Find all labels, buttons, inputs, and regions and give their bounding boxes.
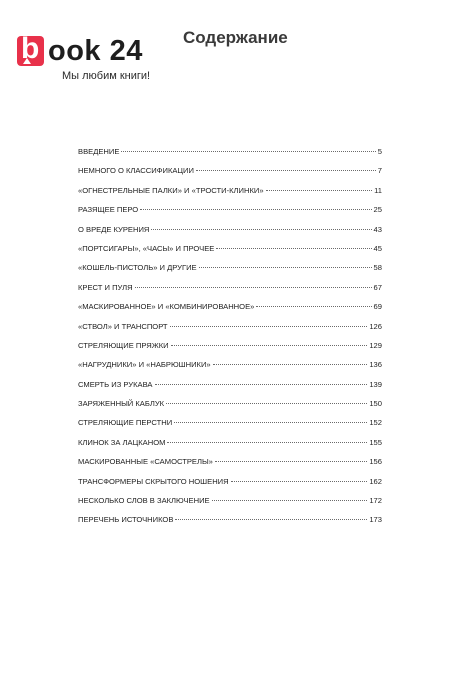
toc-dot-leader: [140, 209, 371, 210]
toc-entry: [78, 302, 382, 321]
toc-entry-title: НЕМНОГО О КЛАССИФИКАЦИИ: [78, 166, 194, 176]
toc-entry-page: 58: [373, 263, 382, 273]
toc-dot-leader: [266, 190, 373, 191]
toc-entry: [78, 322, 382, 341]
toc-dot-leader: [199, 267, 372, 268]
toc-entry: [78, 399, 382, 418]
toc-entry-title: «КОШЕЛЬ-ПИСТОЛЬ» И ДРУГИЕ: [78, 263, 197, 273]
toc-dot-leader: [135, 287, 372, 288]
toc-entry-title: СТРЕЛЯЮЩИЕ ПРЯЖКИ: [78, 340, 169, 350]
toc-entry-title: КРЕСТ И ПУЛЯ: [78, 282, 133, 292]
toc-entry-title: «НАГРУДНИКИ» И «НАБРЮШНИКИ»: [78, 360, 211, 370]
toc-entry: [78, 225, 382, 244]
toc-entry-title: «ОГНЕСТРЕЛЬНЫЕ ПАЛКИ» И «ТРОСТИ-КЛИНКИ»: [78, 185, 264, 195]
toc-entry-title: ЗАРЯЖЕННЫЙ КАБЛУК: [78, 399, 165, 409]
toc-entry-page: 129: [369, 340, 382, 350]
toc-entry: [78, 147, 382, 166]
toc-dot-leader: [212, 500, 368, 501]
toc-dot-leader: [166, 403, 367, 404]
toc-dot-leader: [216, 248, 371, 249]
toc-entry-title: РАЗЯЩЕЕ ПЕРО: [78, 205, 139, 215]
book24-logo[interactable]: [17, 32, 177, 92]
toc-entry-page: 150: [369, 399, 382, 409]
toc-entry: [78, 477, 382, 496]
toc-dot-leader: [174, 422, 367, 423]
toc-entry: [78, 283, 382, 302]
toc-entry-page: 45: [373, 243, 382, 253]
toc-entry-page: 5: [377, 147, 382, 156]
toc-entry-title: КЛИНОК ЗА ЛАЦКАНОМ: [78, 437, 166, 447]
toc-entry-title: «МАСКИРОВАННОЕ» И «КОМБИНИРОВАННОЕ»: [78, 302, 255, 312]
toc-entry-title: МАСКИРОВАННЫЕ «САМОСТРЕЛЫ»: [78, 457, 213, 467]
logo-badge: [17, 32, 44, 66]
bookmark-notch-icon: [23, 58, 31, 64]
toc-entry-page: 152: [369, 418, 382, 428]
toc-dot-leader: [256, 306, 371, 307]
toc-entry: [78, 205, 382, 224]
toc-dot-leader: [213, 364, 368, 365]
toc-entry-page: 139: [369, 379, 382, 389]
toc-dot-leader: [231, 481, 368, 482]
toc-entry-title: ПЕРЕЧЕНЬ ИСТОЧНИКОВ: [78, 515, 174, 525]
toc-entry: [78, 515, 382, 534]
toc-entry-page: 172: [369, 496, 382, 506]
page-title: Содержание: [183, 28, 288, 47]
toc-dot-leader: [196, 170, 376, 171]
toc-entry-page: 69: [373, 302, 382, 312]
toc-entry: [78, 263, 382, 282]
toc-entry-page: 155: [369, 437, 382, 447]
toc-dot-leader: [171, 345, 368, 346]
toc-entry-page: 126: [369, 321, 382, 331]
toc-entry-page: 11: [374, 185, 382, 195]
toc-entry-title: НЕСКОЛЬКО СЛОВ В ЗАКЛЮЧЕНИЕ: [78, 496, 210, 506]
toc-entry-page: 156: [369, 457, 382, 467]
toc-entry: [78, 186, 382, 205]
toc-entry: [78, 166, 382, 185]
toc-dot-leader: [155, 384, 368, 385]
table-of-contents: [78, 147, 382, 535]
toc-dot-leader: [151, 229, 371, 230]
toc-entry-title: СТРЕЛЯЮЩИЕ ПЕРСТНИ: [78, 418, 173, 428]
toc-entry-page: 136: [369, 360, 382, 370]
toc-entry-title: ВВЕДЕНИЕ: [78, 147, 120, 156]
toc-entry-title: О ВРЕДЕ КУРЕНИЯ: [78, 224, 150, 234]
toc-entry: [78, 438, 382, 457]
toc-entry: [78, 380, 382, 399]
logo-tagline: Мы любим книги!: [62, 70, 151, 82]
toc-dot-leader: [167, 442, 367, 443]
toc-entry-title: СМЕРТЬ ИЗ РУКАВА: [78, 379, 153, 389]
toc-entry-page: 173: [369, 515, 382, 525]
logo-badge-letter: b: [21, 32, 40, 65]
toc-entry: [78, 457, 382, 476]
toc-entry-page: 67: [373, 282, 382, 292]
toc-entry-page: 7: [377, 166, 382, 176]
toc-dot-leader: [215, 461, 367, 462]
toc-entry-title: «ПОРТСИГАРЫ», «ЧАСЫ» И ПРОЧЕЕ: [78, 243, 215, 253]
toc-dot-leader: [175, 519, 367, 520]
toc-entry-page: 25: [373, 205, 382, 215]
toc-entry-title: «СТВОЛ» И ТРАНСПОРТ: [78, 321, 168, 331]
toc-entry: [78, 244, 382, 263]
toc-entry: [78, 418, 382, 437]
toc-entry: [78, 341, 382, 360]
toc-entry: [78, 496, 382, 515]
logo-text: ook 24: [48, 35, 143, 67]
toc-entry-page: 43: [373, 224, 382, 234]
toc-dot-leader: [121, 151, 375, 152]
toc-entry-page: 162: [369, 476, 382, 486]
toc-entry-title: ТРАНСФОРМЕРЫ СКРЫТОГО НОШЕНИЯ: [78, 476, 229, 486]
toc-dot-leader: [170, 326, 368, 327]
toc-entry: [78, 360, 382, 379]
